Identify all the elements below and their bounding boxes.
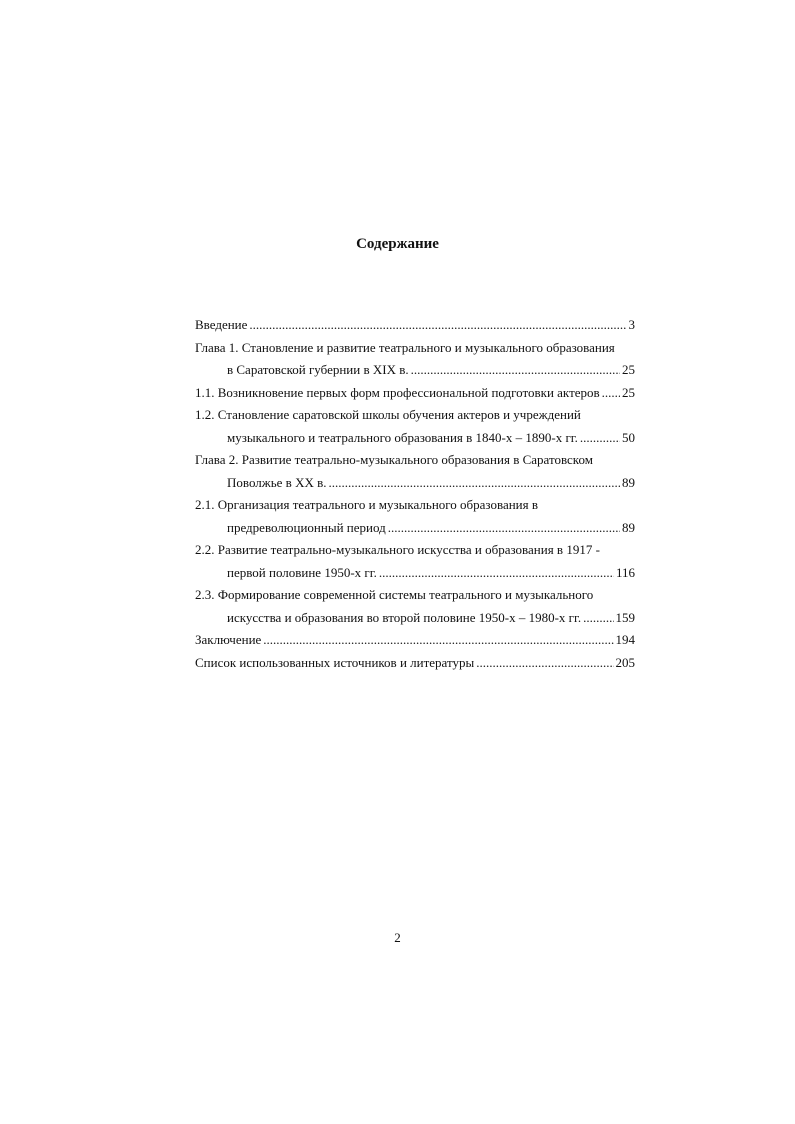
toc-leader-dots (388, 517, 620, 540)
toc-leader-dots (249, 314, 626, 337)
toc-leader-dots (580, 427, 620, 450)
toc-line (195, 584, 635, 607)
toc-leader-dots (476, 652, 613, 675)
toc-page-number: 50 (622, 429, 635, 445)
toc-entry-text: Введение (195, 317, 248, 332)
toc-page-number: 194 (615, 632, 635, 647)
toc-page-number: 3 (628, 317, 635, 332)
toc-page-number: 205 (615, 654, 635, 670)
toc-leader-dots (329, 472, 621, 495)
toc-line (195, 494, 635, 517)
toc-entry-text: 2.3. Формирование современной системы театрального и музыкального (195, 587, 594, 602)
toc-page-number: 89 (622, 474, 635, 490)
toc-entry-conclusion[interactable] (195, 629, 635, 652)
toc-entry-section-2-3[interactable] (195, 584, 635, 629)
toc-line (195, 517, 635, 540)
toc-entry-text: Список использованных источников и литературы (195, 654, 475, 670)
toc-line (195, 359, 635, 382)
page-title: Содержание (356, 236, 439, 252)
toc-line (195, 404, 635, 427)
toc-leader-dots (602, 382, 620, 405)
toc-line (195, 607, 635, 630)
toc-entry-text: Поволжье в ХХ в. (227, 474, 327, 490)
toc-entry-text: первой половине 1950-х гг. (227, 564, 377, 580)
toc-page-number: 25 (622, 362, 635, 377)
toc-entry-text: 2.1. Организация театрального и музыкального образования в (195, 497, 539, 512)
toc-leader-dots (379, 562, 614, 585)
toc-line (195, 427, 635, 450)
toc-entry-section-2-1[interactable] (195, 494, 635, 539)
toc-entry-references[interactable] (195, 652, 635, 675)
toc-line (195, 629, 635, 652)
toc-line (195, 382, 635, 405)
toc-line (195, 539, 635, 562)
toc-line (195, 449, 635, 472)
toc-entry-chapter-1[interactable] (195, 337, 635, 382)
toc-leader-dots (583, 607, 613, 630)
toc-entry-text: 1.2. Становление саратовской школы обучения актеров и учреждений (195, 407, 581, 422)
toc-entry-section-1-2[interactable] (195, 404, 635, 449)
table-of-contents (195, 314, 635, 674)
page-number: 2 (394, 930, 401, 945)
toc-entry-text: Глава 1. Становление и развитие театрального и музыкального образования (195, 339, 615, 355)
toc-entry-text: Глава 2. Развитие театрально-музыкального образования в Саратовском (195, 452, 593, 467)
toc-entry-introduction[interactable] (195, 314, 635, 337)
toc-line (195, 337, 635, 360)
toc-line (195, 314, 635, 337)
toc-entry-section-1-1[interactable] (195, 382, 635, 405)
toc-page-number: 159 (615, 609, 635, 625)
toc-entry-text: Заключение (195, 632, 262, 647)
toc-entry-text: в Саратовской губернии в XIX в. (227, 362, 409, 377)
toc-page-number: 116 (615, 564, 635, 580)
toc-entry-text: 1.1. Возникновение первых форм профессиональной подготовки актеров (195, 384, 600, 400)
toc-entry-text: искусства и образования во второй половине 1950-х – 1980-х гг. (227, 609, 582, 625)
toc-entry-text: предреволюционный период (227, 519, 386, 535)
toc-entry-section-2-2[interactable] (195, 539, 635, 584)
toc-line (195, 562, 635, 585)
toc-leader-dots (411, 359, 620, 382)
toc-entry-chapter-2[interactable] (195, 449, 635, 494)
toc-line (195, 472, 635, 495)
toc-page-number: 25 (622, 384, 635, 400)
toc-leader-dots (263, 629, 613, 652)
toc-line (195, 652, 635, 675)
toc-entry-text: музыкального и театрального образования в 1840-х – 1890-х гг. (227, 429, 578, 445)
toc-entry-text: 2.2. Развитие театрально-музыкального искусства и образования в 1917 - (195, 542, 600, 557)
toc-page-number: 89 (622, 519, 635, 535)
